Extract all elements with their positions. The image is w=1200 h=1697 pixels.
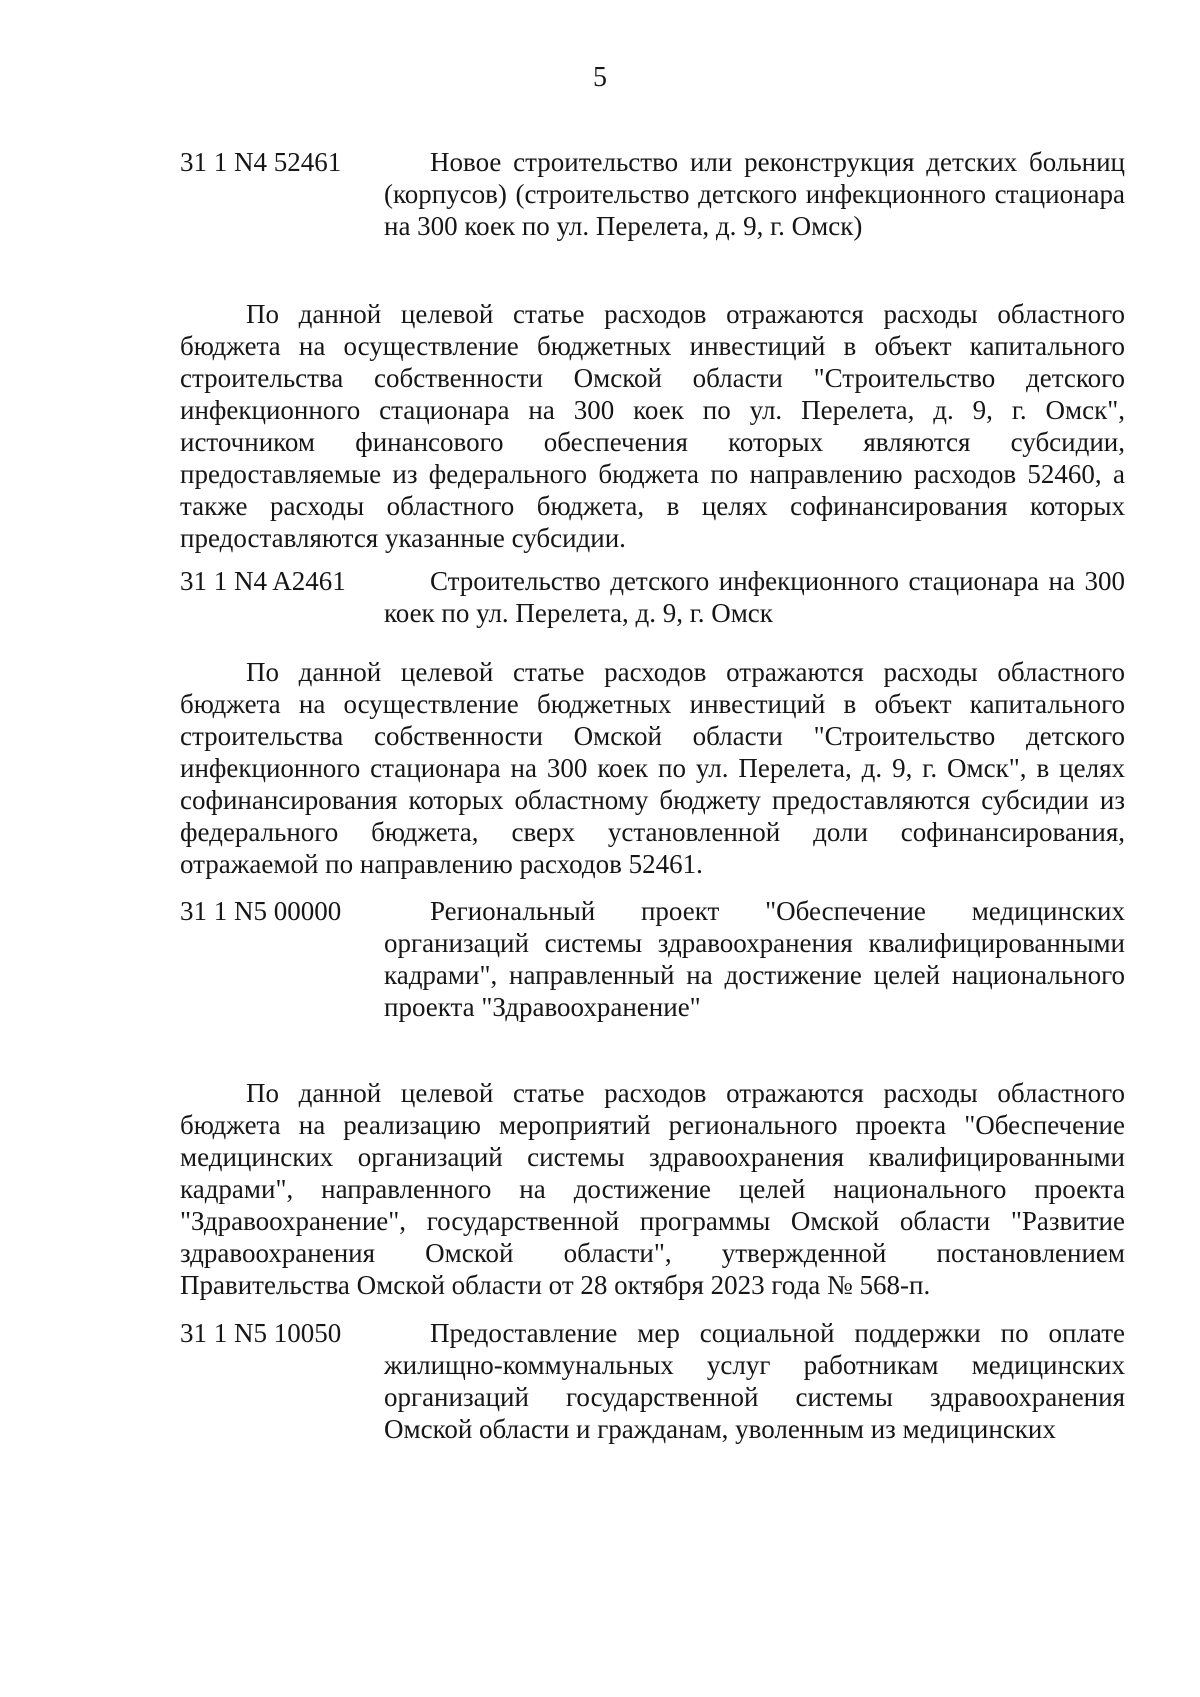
page-number: 5 — [593, 62, 607, 93]
budget-item-title: Новое строительство или реконструкция детских больниц (корпусов) (строительство детского инфекционного стационара на 300 коек по ул. Перелета, д. 9, г. Омск) — [384, 147, 1125, 241]
description-paragraph: По данной целевой статье расходов отражаются расходы областного бюджета на осуществление бюджетных инвестиций в объект капитального строительства собственности Омской области "Строительство детского инфекционного стационара на 300 коек по ул. Перелета, д. 9, г. Омск", источником финансового обеспечения которых являются субсидии, предоставляемые из федерального бюджета по направлению расходов 52460, а также расходы областного бюджета, в целях софинансирования которых предоставляются указанные субсидии. — [180, 299, 1125, 553]
budget-item-title: Строительство детского инфекционного стационара на 300 коек по ул. Перелета, д. 9, г. Омск — [384, 566, 1125, 628]
budget-item-title: Региональный проект "Обеспечение медицинских организаций системы здравоохранения квалифицированными кадрами", направленный на достижение целей национального проекта "Здравоохранение" — [384, 896, 1125, 1022]
budget-item-entry — [180, 146, 1125, 242]
description-paragraph: По данной целевой статье расходов отражаются расходы областного бюджета на реализацию мероприятий регионального проекта "Обеспечение медицинских организаций системы здравоохранения квалифицированными кадрами", направленного на достижение целей национального проекта "Здравоохранение", государственной программы Омской области "Развитие здравоохранения Омской области", утвержденной постановлением Правительства Омской области от 28 октября 2023 года № 568-п. — [180, 1078, 1125, 1300]
budget-item-code: 31 1 N5 10050 — [180, 1318, 342, 1348]
description-paragraph: По данной целевой статье расходов отражаются расходы областного бюджета на осуществление бюджетных инвестиций в объект капитального строительства собственности Омской области "Строительство детского инфекционного стационара на 300 коек по ул. Перелета, д. 9, г. Омск", в целях софинансирования которых областному бюджету предоставляются субсидии из федерального бюджета, сверх установленной доли софинансирования, отражаемой по направлению расходов 52461. — [180, 657, 1125, 879]
budget-item-code: 31 1 N4 A2461 — [180, 566, 346, 596]
budget-item-code: 31 1 N5 00000 — [180, 896, 342, 926]
budget-item-title: Предоставление мер социальной поддержки по оплате жилищно-коммунальных услуг работникам медицинских организаций государственной системы здравоохранения Омской области и гражданам, уволенным из медицинских — [384, 1318, 1125, 1444]
budget-item-code: 31 1 N4 52461 — [180, 147, 342, 177]
budget-item-entry — [180, 1317, 1125, 1445]
budget-item-entry — [180, 565, 1125, 629]
budget-item-entry — [180, 895, 1125, 1023]
